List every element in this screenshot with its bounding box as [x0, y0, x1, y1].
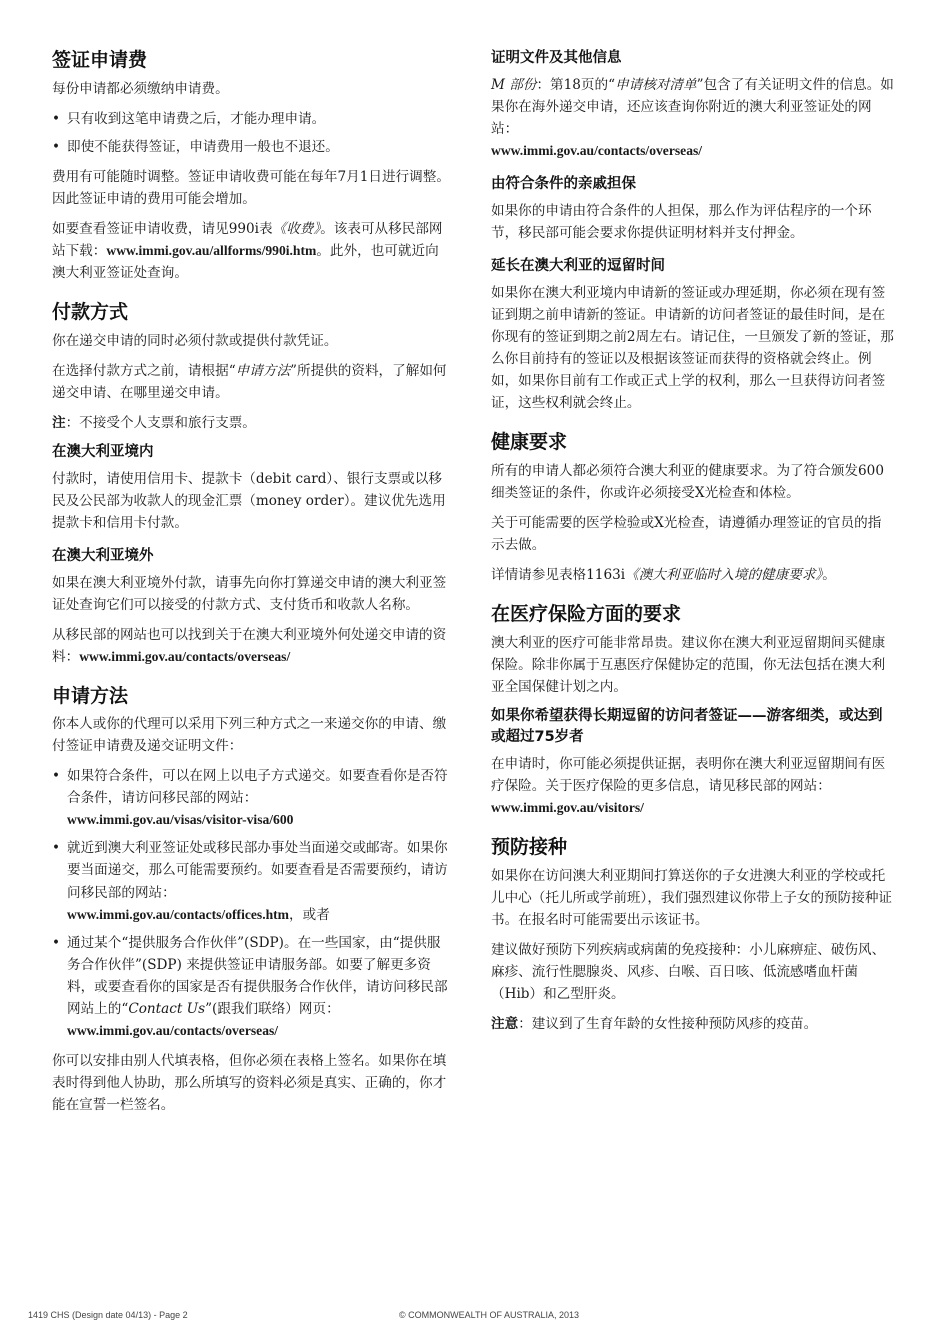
heading-long-stay: 如果你希望获得长期逗留的访问者签证——游客细类，或达到或超过75岁者 — [491, 707, 883, 745]
text-run: 如要查看签证申请收费，请见990i表 — [52, 220, 273, 237]
how-to-apply-list — [52, 765, 452, 1041]
subsection-inside-australia — [52, 442, 452, 534]
section-payment — [52, 300, 452, 668]
text-run: 。此外，也可就近向澳大利亚签证处查询。 — [52, 242, 439, 281]
fee-form-link[interactable]: www.immi.gov.au/allforms/990i.htm — [106, 242, 317, 258]
overseas-contacts-link[interactable]: www.immi.gov.au/contacts/overseas/ — [79, 648, 291, 664]
bullet-glyph: • — [52, 934, 61, 951]
text-run: 通过某个“提供服务合作伙伴”(SDP)。在一些国家，由“提供服务合作伙伴”(SDP) 来提供签证申请服务部。如要了解更多资料，或要查看你的国家是否有提供服务合作伙伴，请访问移民部网站上的“ — [67, 934, 448, 1017]
bullet-glyph: • — [52, 110, 61, 127]
immunisation-paragraph-2: 建议做好预防下列疾病或病菌的免疫接种：小儿麻痹症、破伤风、麻疹、流行性腮腺炎、风疹、白喉、百日咳、低流感嗜血杆菌（Hib）和乙型肝炎。 — [491, 941, 886, 1002]
form-title: 《收费》 — [272, 220, 321, 237]
fee-bullet-list — [52, 108, 452, 158]
section-relative-sponsor — [491, 174, 894, 244]
text-run: ：第18页的“ — [536, 77, 616, 94]
outside-australia-website — [52, 624, 452, 668]
part-m-ref: M 部份 — [491, 77, 537, 94]
text-run: 详情请参见表格1163i — [491, 566, 626, 583]
section-health — [491, 430, 894, 586]
offices-link[interactable]: www.immi.gov.au/contacts/offices.htm — [67, 906, 290, 922]
payment-paragraph-1: 你在递交申请的同时必须付款或提供付款凭证。 — [52, 332, 338, 349]
list-item — [52, 136, 452, 158]
note-text: ：不接受个人支票和旅行支票。 — [65, 414, 256, 431]
heading-health-insurance: 在医疗保险方面的要求 — [491, 603, 682, 625]
bullet-glyph: • — [52, 768, 61, 785]
heading-supporting-documents: 证明文件及其他信息 — [491, 50, 622, 66]
health-paragraph-3 — [491, 564, 894, 586]
payment-paragraph-2 — [52, 360, 452, 404]
section-how-to-apply — [52, 684, 452, 1116]
fee-adjust-paragraph: 费用有可能随时调整。签证申请收费可能在每年7月1日进行调整。因此签证申请的费用可能会增加。 — [52, 168, 450, 207]
text-run: 在申请时，你可能必须提供证据，表明你在澳大利亚逗留期间有医疗保险。关于医疗保险的更多信息，请见移民部的网站： — [491, 755, 886, 794]
note-label: 注 — [52, 414, 66, 431]
health-form-title: 《澳大利亚临时入境的健康要求》 — [625, 566, 823, 583]
list-item — [52, 837, 452, 925]
how-to-apply-closing: 你可以安排由别人代填表格，但你必须在表格上签名。如果你在填表时得到他人协助，那么所填写的资料必须是真实、正确的，你才能在宣誓一栏签名。 — [52, 1052, 447, 1113]
relative-sponsor-text: 如果你的申请由符合条件的人担保，那么作为评估程序的一个环节，移民部可能会要求你提供证明材料并支付押金。 — [491, 203, 872, 242]
list-item — [52, 765, 452, 831]
supporting-documents-text — [491, 74, 894, 162]
immunisation-note — [491, 1013, 894, 1035]
right-column — [491, 48, 894, 1051]
heading-extend-stay: 延长在澳大利亚的逗留时间 — [491, 258, 665, 275]
payment-note — [52, 412, 452, 434]
checklist-ref: 申请核对清单 — [615, 77, 697, 94]
section-visa-fee — [52, 48, 452, 284]
extend-stay-text: 如果你在澳大利亚境内申请新的签证或办理延期，你必须在现有签证到期之前申请新的签证。申请新的访问者签证的最佳时间，是在你现有的签证到期之前2周左右。请记住，一旦颁发了新的签证，那么你目前持有的签证以及根据该签证而获得的资格就会终止。例如，如果你目前有工作或正式上学的权利，那么一旦获得访问者签证，这些权利就会终止。 — [491, 285, 894, 412]
how-to-apply-ref: 申请方法 — [235, 362, 291, 379]
text-run: 。 — [822, 566, 836, 583]
fee-bullet-text: 只有收到这笔申请费之后，才能办理申请。 — [67, 110, 326, 127]
heading-visa-fee: 签证申请费 — [52, 49, 148, 71]
fee-bullet-text: 即使不能获得签证，申请费用一般也不退还。 — [67, 138, 339, 155]
visitors-link[interactable]: www.immi.gov.au/visitors/ — [491, 799, 644, 815]
heading-inside-australia: 在澳大利亚境内 — [52, 443, 154, 460]
list-item — [52, 108, 452, 130]
overseas-contacts-link[interactable]: www.immi.gov.au/contacts/overseas/ — [491, 143, 703, 159]
long-stay-text — [491, 753, 894, 819]
text-run: 就近到澳大利亚签证处或移民部办事处当面递交或邮寄。如果你要当面递交，那么可能需要预约。如要查看是否需要预约，请访问移民部的网站： — [67, 840, 448, 901]
health-paragraph-2: 关于可能需要的医学检验或X光检查，请遵循办理签证的官员的指示去做。 — [491, 514, 882, 553]
list-item — [52, 932, 452, 1042]
heading-outside-australia: 在澳大利亚境外 — [52, 547, 154, 564]
note-text: ：建议到了生育年龄的女性接种预防风疹的疫苗。 — [518, 1015, 818, 1032]
text-run: 如果符合条件，可以在网上以电子方式递交。如要查看你是否符合条件，请访问移民部的网站： — [67, 768, 448, 807]
outside-australia-text: 如果在澳大利亚境外付款，请事先向你打算递交申请的澳大利亚签证处查询它们可以接受的付款方式、支付货币和收款人名称。 — [52, 574, 447, 613]
section-immunisation — [491, 835, 894, 1035]
section-health-insurance — [491, 602, 894, 819]
section-extend-stay — [491, 256, 894, 414]
visitor-visa-link[interactable]: www.immi.gov.au/visas/visitor-visa/600 — [67, 812, 294, 828]
section-supporting-documents — [491, 48, 894, 162]
inside-australia-text: 付款时，请使用信用卡、提款卡（debit card）、银行支票或以移民及公民部为收款人的现金汇票（money order）。建议优先选用提款卡和信用卡付款。 — [52, 470, 446, 531]
health-paragraph-1: 所有的申请人都必须符合澳大利亚的健康要求。为了符合颁发600细类签证的条件，你或许必须接受X光检查和体检。 — [491, 462, 884, 501]
heading-immunisation: 预防接种 — [491, 835, 568, 858]
bullet-glyph: • — [52, 840, 61, 857]
text-run: ”(跟我们联络）网页： — [205, 1000, 340, 1017]
bullet-glyph: • — [52, 138, 61, 155]
immunisation-paragraph-1: 如果你在访问澳大利亚期间打算送你的子女进澳大利亚的学校或托儿中心（托儿所或学前班），我们强烈建议你带上子女的预防接种证书。在报名时可能需要出示该证书。 — [491, 867, 893, 928]
overseas-contacts-link[interactable]: www.immi.gov.au/contacts/overseas/ — [67, 1022, 279, 1038]
contact-us-ref: Contact Us — [128, 1000, 206, 1017]
text-run: 从移民部的网站也可以找到关于在澳大利亚境外何处递交申请的资料： — [52, 626, 447, 665]
heading-how-to-apply: 申请方法 — [52, 684, 129, 707]
heading-health: 健康要求 — [491, 431, 568, 454]
text-run: ”包含了有关证明文件的信息。如果你在海外递交申请，还应该查询你附近的澳大利亚签证处的网站： — [491, 77, 894, 138]
how-to-apply-intro: 你本人或你的代理可以采用下列三种方式之一来递交你的申请、缴付签证申请费及递交证明文件： — [52, 716, 447, 755]
text-run: 在选择付款方式之前，请根据“ — [52, 362, 236, 379]
fee-intro: 每份申请都必须缴纳申请费。 — [52, 80, 229, 97]
text-run: ”所提供的资料，了解如何递交申请、在哪里递交申请。 — [52, 362, 447, 401]
heading-payment: 付款方式 — [52, 300, 129, 323]
footer-copyright: © COMMONWEALTH OF AUSTRALIA, 2013 — [399, 1310, 579, 1320]
footer-form-info: 1419 CHS (Design date 04/13) - Page 2 — [28, 1310, 188, 1320]
heading-relative-sponsor: 由符合条件的亲戚担保 — [491, 176, 636, 193]
note-label: 注意 — [491, 1015, 519, 1032]
text-run: 。该表可从移民部网站下载： — [52, 220, 443, 259]
fee-lookup-paragraph — [52, 218, 452, 284]
text-run: ，或者 — [289, 906, 330, 923]
left-column — [52, 48, 452, 1132]
health-insurance-text: 澳大利亚的医疗可能非常昂贵。建议你在澳大利亚逗留期间买健康保险。除非你属于互惠医疗保健协定的范围，你无法包括在澳大利亚全国保健计划之内。 — [491, 634, 886, 695]
subsection-outside-australia — [52, 546, 452, 668]
